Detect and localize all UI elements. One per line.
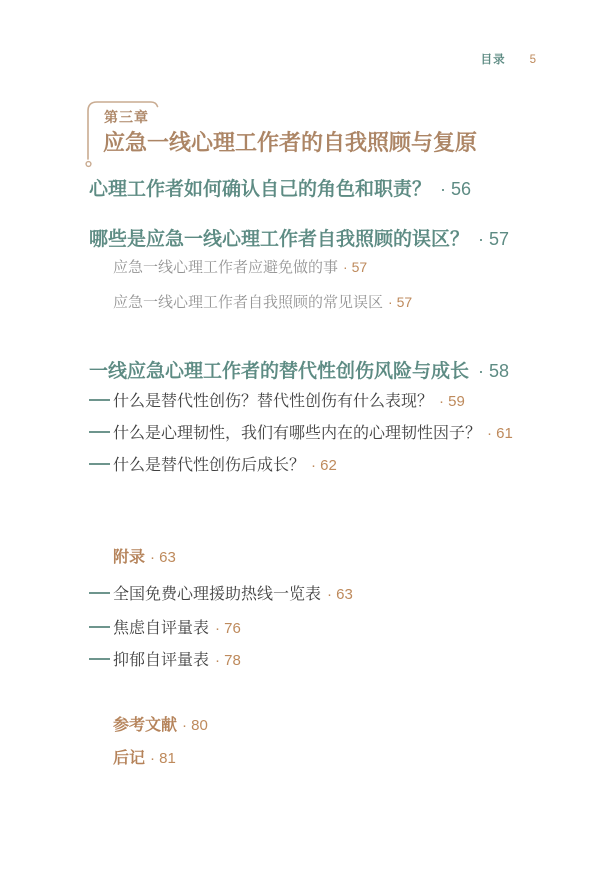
toc-entry-page: · 80 xyxy=(182,717,208,734)
toc-entry-page: · 63 xyxy=(327,586,353,603)
dash-bullet xyxy=(89,626,110,628)
dash-bullet xyxy=(89,431,110,433)
toc-entry-text: 抑郁自评量表 xyxy=(113,652,210,669)
toc-entry[interactable] xyxy=(113,257,367,278)
toc-entry-text: 参考文献 xyxy=(113,717,178,734)
running-header xyxy=(481,51,537,67)
chapter-title: 应急一线心理工作者的自我照顾与复原 xyxy=(103,130,478,155)
toc-entry[interactable] xyxy=(89,455,337,476)
toc-entry-page: · 62 xyxy=(311,457,337,474)
toc-entry[interactable] xyxy=(89,177,471,202)
toc-entry-text: 哪些是应急一线心理工作者自我照顾的误区？ xyxy=(89,229,470,250)
toc-entry[interactable] xyxy=(113,547,176,568)
chapter-number: 第三章 xyxy=(104,109,149,125)
toc-entry-page: · 63 xyxy=(150,549,176,566)
toc-entry-text: 什么是心理韧性，我们有哪些内在的心理韧性因子？ xyxy=(113,425,482,442)
toc-entry-page: · 59 xyxy=(439,393,465,410)
toc-entry-page: · 76 xyxy=(215,620,241,637)
toc-entry-text: 全国免费心理援助热线一览表 xyxy=(113,586,322,603)
toc-entry-page: · 57 xyxy=(343,259,368,275)
toc-entry-text: 应急一线心理工作者应避免做的事 xyxy=(113,259,339,276)
dash-bullet xyxy=(89,463,110,465)
toc-entry[interactable] xyxy=(89,618,241,639)
toc-entry[interactable] xyxy=(89,227,509,252)
toc-entry-page: · 58 xyxy=(478,361,510,381)
toc-entry-text: 心理工作者如何确认自己的角色和职责？ xyxy=(89,179,432,200)
dash-bullet xyxy=(89,592,110,594)
toc-entry[interactable] xyxy=(89,359,509,384)
toc-entry[interactable] xyxy=(89,391,465,412)
toc-entry-text: 什么是替代性创伤后成长？ xyxy=(113,457,306,474)
current-page-number: 5 xyxy=(529,54,537,66)
toc-entry-page: · 57 xyxy=(388,294,413,310)
toc-entry-page: · 57 xyxy=(478,229,510,249)
toc-entry[interactable] xyxy=(89,423,513,444)
toc-entry-text: 后记 xyxy=(113,750,146,767)
toc-entry-page: · 81 xyxy=(150,750,176,767)
toc-entry-text: 一线应急心理工作者的替代性创伤风险与成长 xyxy=(89,361,470,382)
toc-entry-text: 附录 xyxy=(113,549,146,566)
toc-entry-page: · 61 xyxy=(487,425,513,442)
toc-entry[interactable] xyxy=(113,715,208,736)
dash-bullet xyxy=(89,399,110,401)
toc-entry-text: 焦虑自评量表 xyxy=(113,620,210,637)
toc-entry[interactable] xyxy=(113,292,412,313)
toc-entry-page: · 56 xyxy=(440,179,472,199)
toc-entry-text: 什么是替代性创伤？替代性创伤有什么表现？ xyxy=(113,393,434,410)
toc-entry[interactable] xyxy=(89,584,353,605)
toc-entry-page: · 78 xyxy=(215,652,241,669)
toc-header-label: 目录 xyxy=(480,54,506,66)
toc-entry-text: 应急一线心理工作者自我照顾的常见误区 xyxy=(113,294,384,311)
dash-bullet xyxy=(89,658,110,660)
toc-entry[interactable] xyxy=(89,650,241,671)
toc-entry[interactable] xyxy=(113,748,176,769)
